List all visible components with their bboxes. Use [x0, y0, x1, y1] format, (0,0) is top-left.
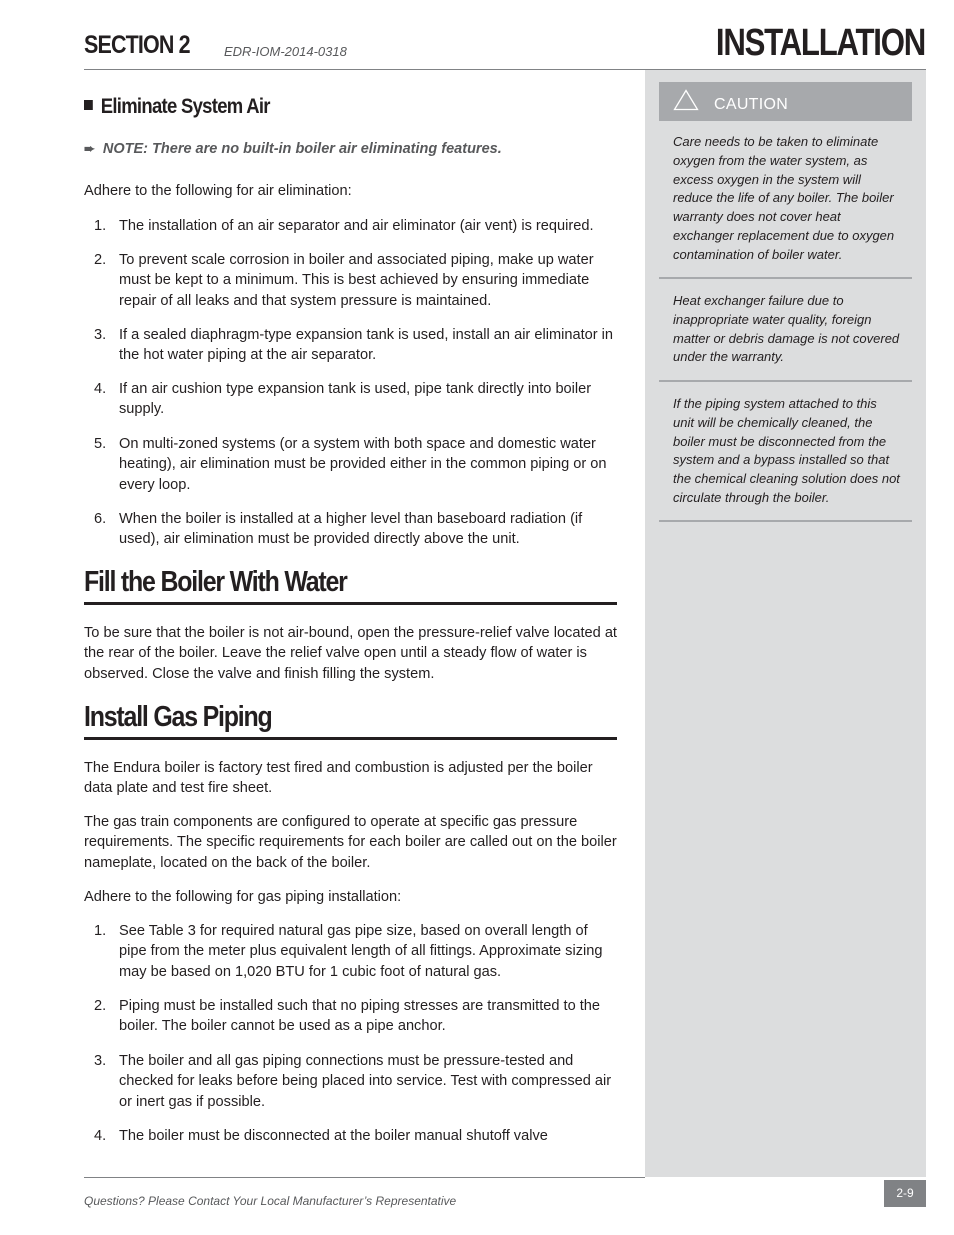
- caution-note: If the piping system attached to this unit will be chemically cleaned, the boiler must be disconnected from the system and a bypass installed so that the chemical cleaning solution does not circulate through the boiler.: [673, 396, 900, 505]
- footer-divider: [84, 1177, 645, 1178]
- caution-note: Care needs to be taken to eliminate oxygen from the water system, as excess oxygen in the system will reduce the life of any boiler. The boiler warranty does not cover heat exchanger replacement due to oxygen contamination of boiler water.: [673, 134, 895, 262]
- note: ➨ NOTE: There are no built-in boiler air eliminating features.: [84, 141, 502, 157]
- bullet-square-icon: [84, 100, 93, 110]
- paragraph: The gas train components are configured to operate at specific gas pressure requirements. The specific requirements for each boiler are called out on the boiler nameplate, located on the back of the boiler.: [84, 814, 617, 871]
- caution-header: [659, 82, 912, 121]
- caution-divider: [659, 277, 912, 279]
- caution-triangle-icon: [673, 89, 699, 111]
- page-title: INSTALLATION: [715, 22, 925, 64]
- note-arrow-icon: ➨: [84, 141, 95, 156]
- paragraph: The Endura boiler is factory test fired and combustion is adjusted per the boiler data plate and test fire sheet.: [84, 760, 593, 797]
- footer-text: Questions? Please Contact Your Local Manufacturer’s Representative: [84, 1194, 457, 1208]
- heading-rule: [84, 737, 617, 740]
- section-label: SECTION 2: [84, 31, 190, 59]
- paragraph: Adhere to the following for gas piping installation:: [84, 889, 402, 905]
- heading-fill-boiler: Fill the Boiler With Water: [84, 566, 347, 598]
- caution-note: Heat exchanger failure due to inappropriate water quality, foreign matter or debris damage is not covered under the warranty.: [673, 293, 900, 365]
- paragraph: Adhere to the following for air elimination:: [84, 183, 352, 199]
- document-number: EDR-IOM-2014-0318: [224, 44, 347, 59]
- subheading-eliminate-air: Eliminate System Air: [84, 95, 270, 119]
- page-number: 2-9: [884, 1180, 926, 1207]
- caution-divider: [659, 380, 912, 382]
- heading-rule: [84, 602, 617, 605]
- heading-install-gas-piping: Install Gas Piping: [84, 701, 272, 733]
- caution-label: CAUTION: [714, 96, 789, 113]
- paragraph: To be sure that the boiler is not air-bound, open the pressure-relief valve located at the rear of the boiler. Leave the relief valve open until a steady flow of water is observed. Close the valve and finish filling the system.: [84, 625, 617, 682]
- caution-divider: [659, 520, 912, 522]
